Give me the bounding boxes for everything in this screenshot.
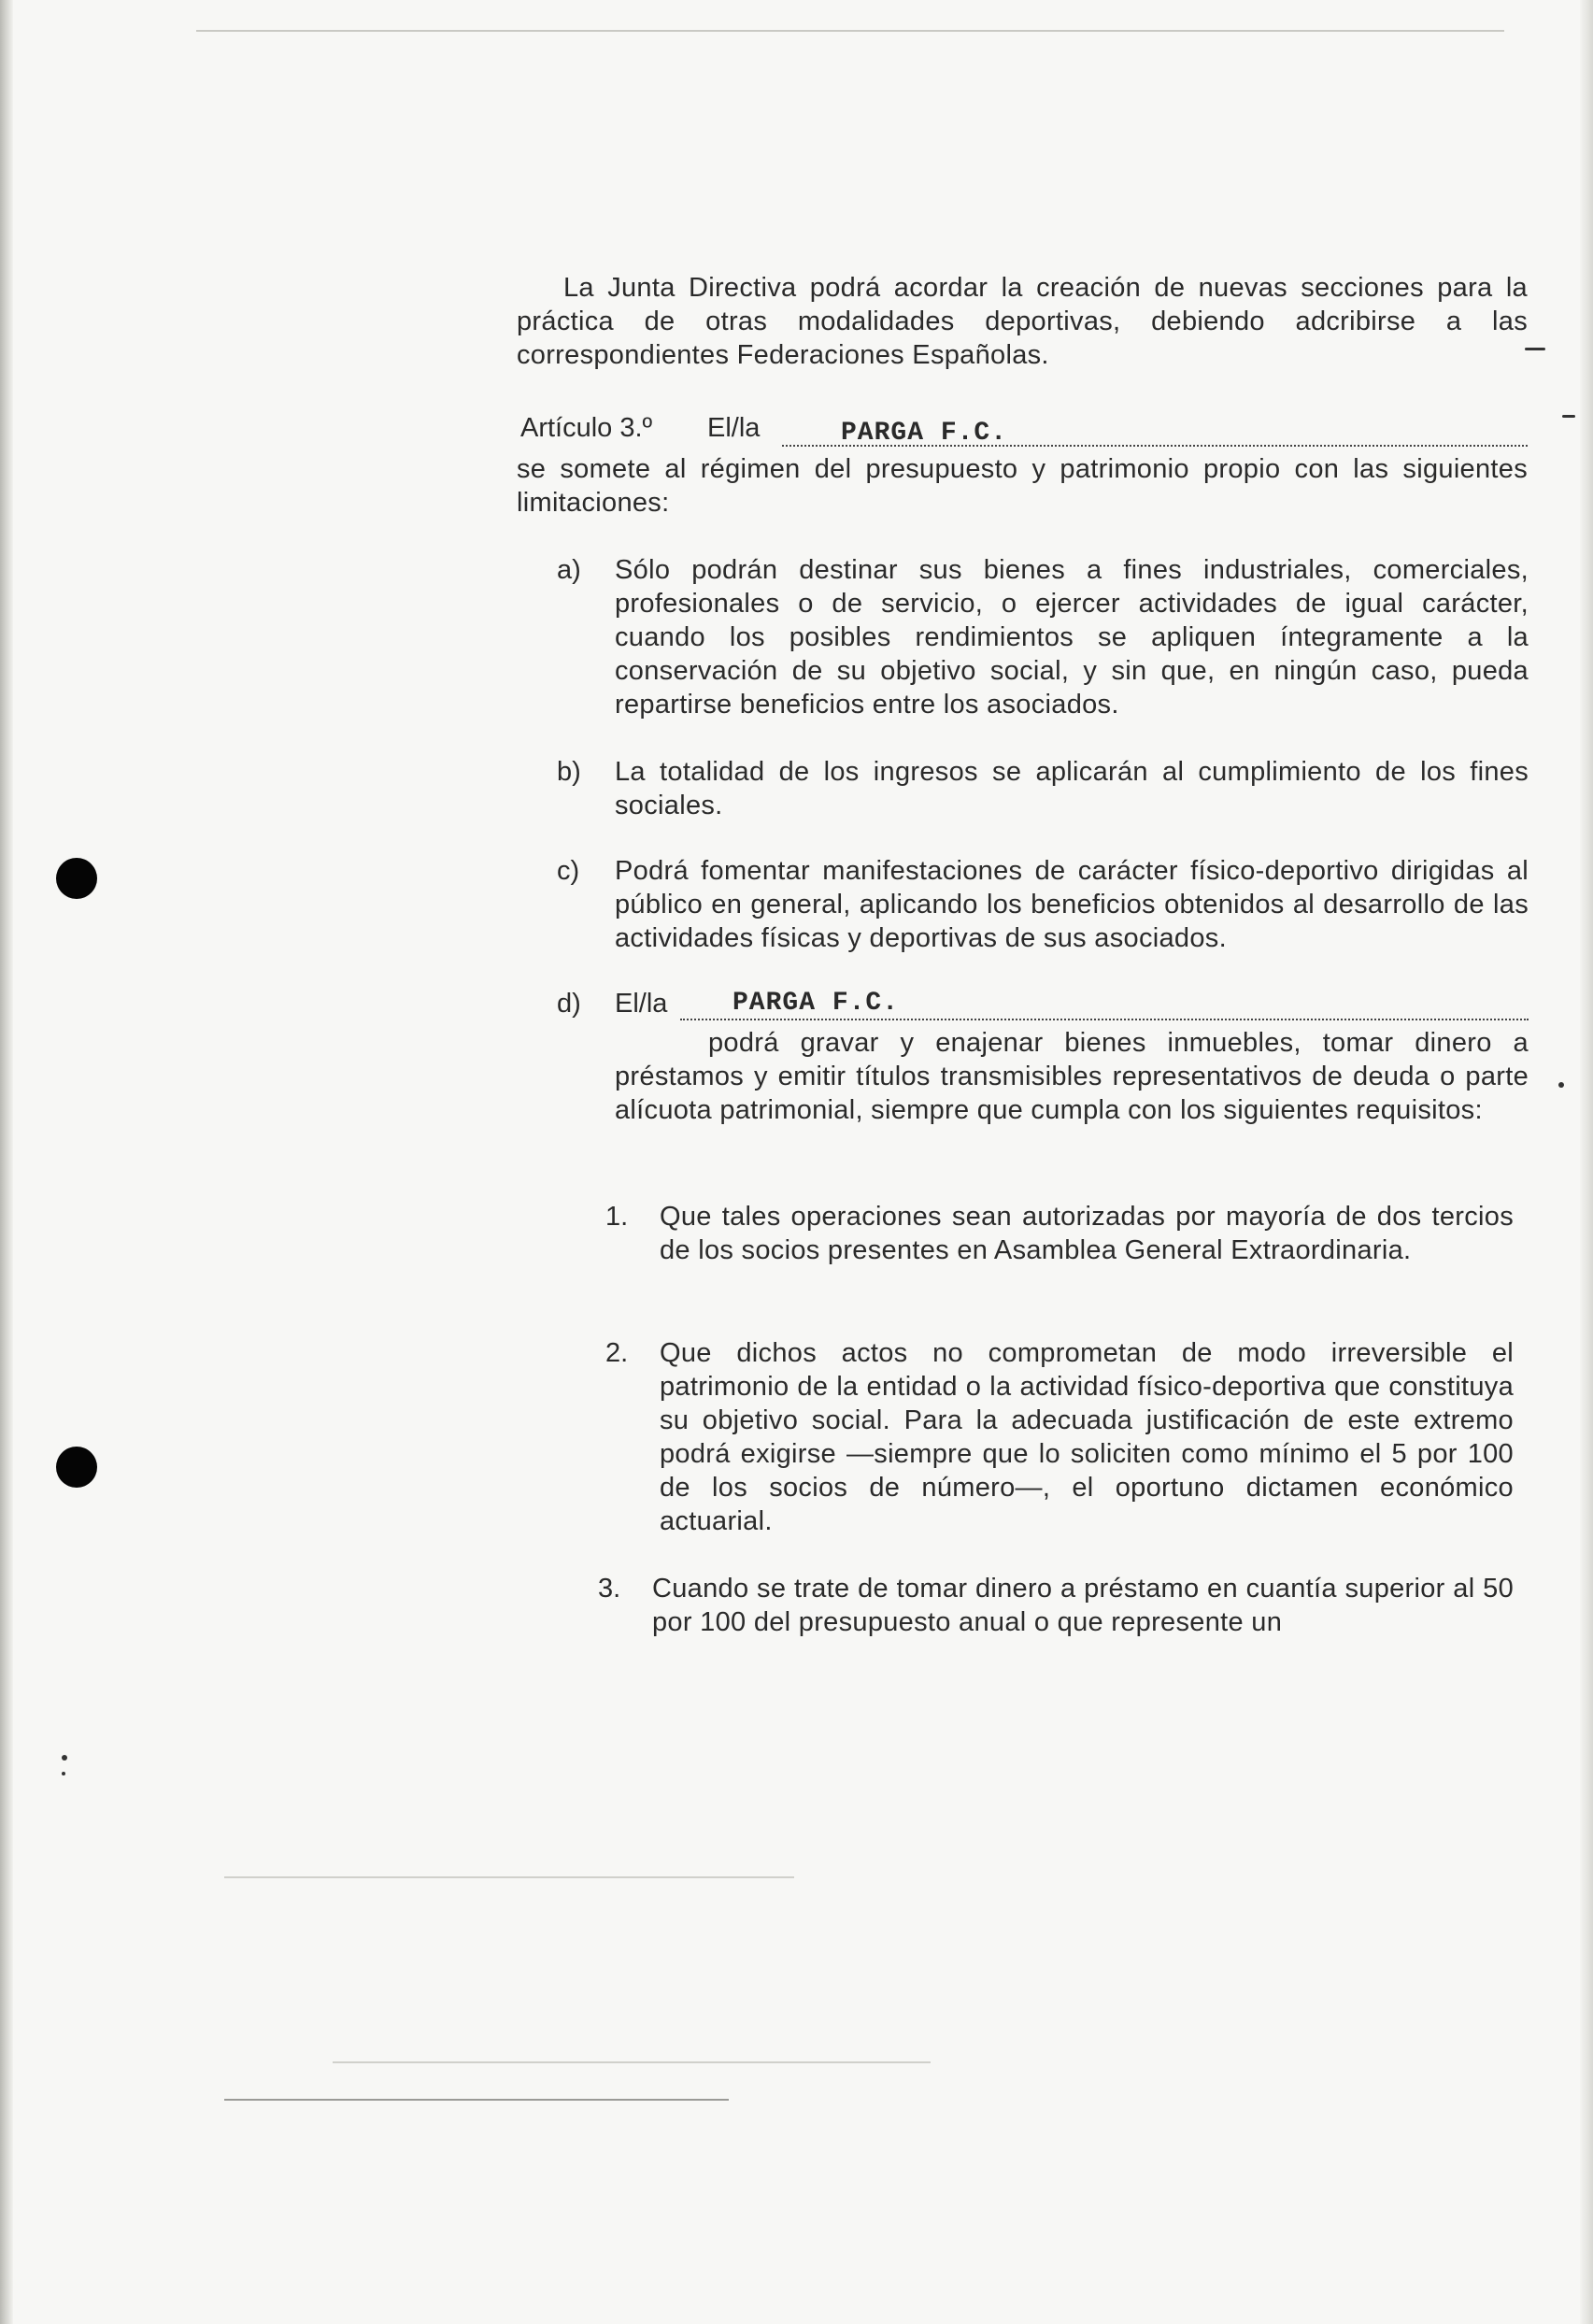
item-d-who: El/la — [615, 989, 668, 1019]
list-item-c — [557, 854, 1529, 959]
list-item-d — [557, 987, 1529, 1174]
requirement-text: Que dichos actos no comprometan de modo irreversible el patrimonio de la entidad o la actividad físico-deportiva que constituya su objetivo social. Para la adecuada justificación de este extremo podrá exigirse —siempre que lo soliciten como mínimo el 5 por 100 de los socios de número—, el oportuno dictamen económico actuarial. — [660, 1338, 1514, 1536]
requirement-marker: 1. — [605, 1202, 629, 1232]
item-marker: b) — [557, 757, 581, 787]
scan-left-edge — [0, 0, 13, 2324]
faint-rule — [333, 2061, 931, 2063]
item-marker: a) — [557, 555, 581, 585]
intro-paragraph: La Junta Directiva podrá acordar la creación de nuevas secciones para la práctica de otras modalidades deportivas, debiendo adcribirse a las correspondientes Federaciones Españolas. — [517, 273, 1528, 370]
item-d-entity: PARGA F.C. — [732, 989, 900, 1018]
item-text: Podrá fomentar manifestaciones de carácter físico-deportivo dirigidas al público en general, aplicando los beneficios obtenidos al desarrollo de las actividades físicas y deportivas de sus asociados. — [615, 856, 1529, 953]
list-item-a — [557, 553, 1529, 731]
article-who: El/la — [707, 413, 761, 443]
article-entity: PARGA F.C. — [841, 419, 1008, 448]
scan-speck — [62, 1755, 67, 1761]
punch-hole-top — [56, 858, 97, 899]
scan-right-edge — [1580, 0, 1593, 2324]
scan-speck — [1558, 1082, 1564, 1088]
article-paragraph: se somete al régimen del presupuesto y patrimonio propio con las siguientes limitaciones: — [517, 454, 1528, 518]
item-marker: c) — [557, 856, 580, 886]
requirement-1 — [605, 1200, 1514, 1305]
scan-speck — [62, 1772, 65, 1775]
item-text: Sólo podrán destinar sus bienes a fines industriales, comerciales, profesionales o de servicio, o ejercer actividades de igual carácter, cuando los posibles rendimientos se apliquen íntegramente a la conservación de su objetivo social, y sin que, en ningún caso, pueda repartirse beneficios entre los asociados. — [615, 555, 1529, 720]
top-rule — [196, 30, 1504, 32]
article-label: Artículo 3.º — [520, 413, 653, 443]
item-text: podrá gravar y enajenar bienes inmuebles, tomar dinero a préstamos y emitir títulos transmisibles representativos de deuda o parte alícuota patrimonial, siempre que cumpla con los siguientes requisitos: — [615, 1028, 1529, 1125]
article-fill-line — [782, 445, 1528, 447]
requirement-2 — [605, 1336, 1514, 1542]
faint-rule — [224, 1876, 794, 1878]
item-marker: d) — [557, 989, 581, 1019]
item-d-fill-line — [680, 1019, 1529, 1020]
scan-speck — [1525, 348, 1545, 350]
scan-speck — [1562, 415, 1575, 418]
item-text: La totalidad de los ingresos se aplicarán al cumplimiento de los fines sociales. — [615, 757, 1529, 820]
requirement-3 — [598, 1572, 1514, 1647]
requirement-marker: 2. — [605, 1338, 629, 1368]
requirement-marker: 3. — [598, 1574, 621, 1604]
requirement-text: Que tales operaciones sean autorizadas por mayoría de dos tercios de los socios presentes en Asamblea General Extraordinaria. — [660, 1202, 1514, 1265]
faint-rule — [224, 2099, 729, 2101]
list-item-b — [557, 755, 1529, 830]
punch-hole-bottom — [56, 1447, 97, 1488]
article-heading-line — [520, 411, 1528, 449]
requirement-text: Cuando se trate de tomar dinero a préstamo en cuantía superior al 50 por 100 del presupuesto anual o que represente un — [652, 1574, 1514, 1637]
